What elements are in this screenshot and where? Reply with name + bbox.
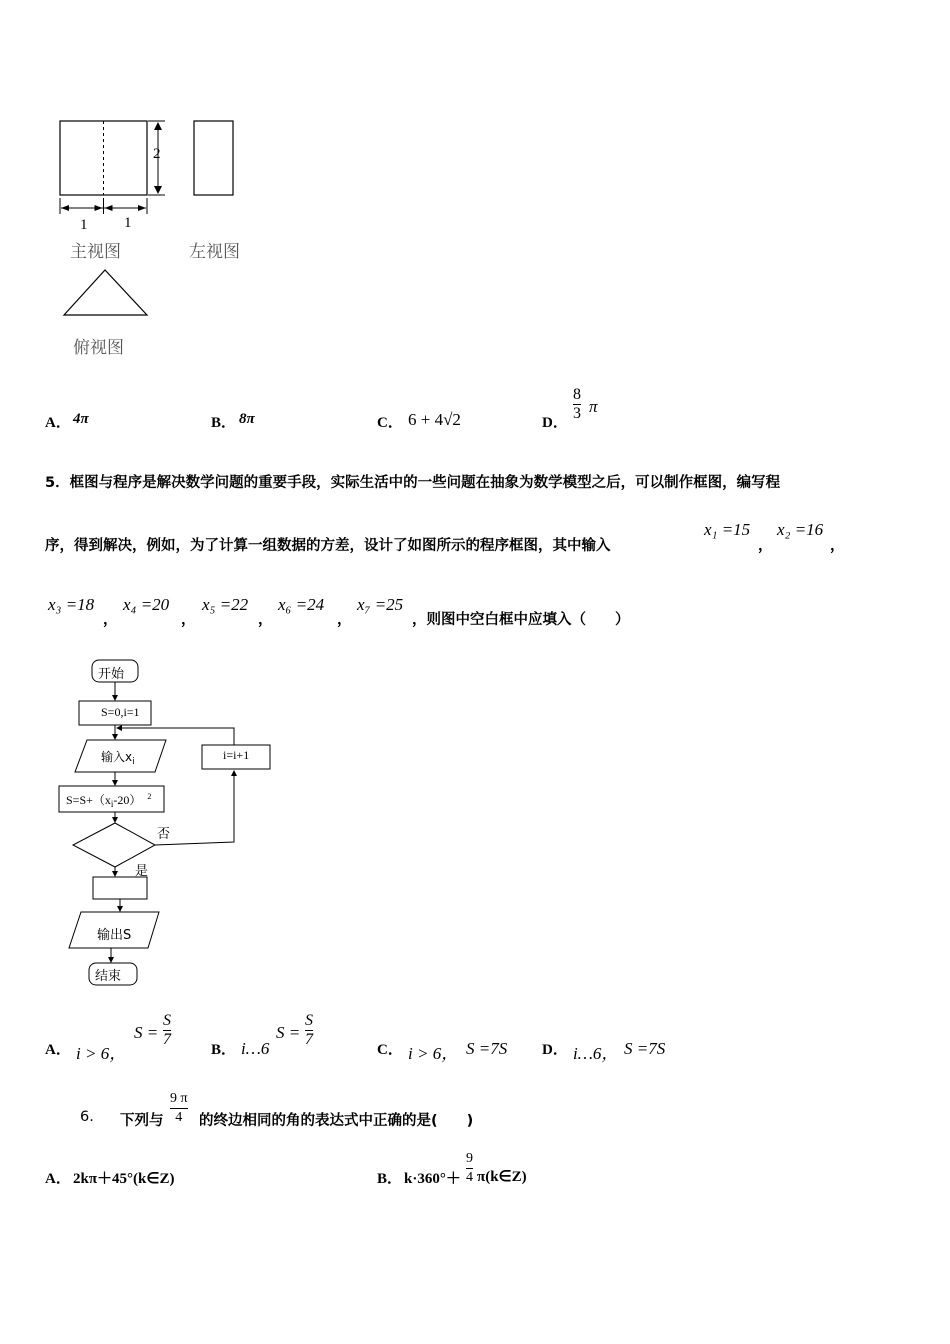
q6-stem-pre: 下列与 bbox=[120, 1113, 164, 1129]
q5-x1: x₁ =15 bbox=[704, 520, 751, 539]
left-view-label: 左视图 bbox=[189, 242, 240, 262]
top-view-label: 俯视图 bbox=[73, 338, 124, 358]
q5-option-b-s: S = bbox=[276, 1023, 301, 1042]
q5-option-a-s: S = bbox=[134, 1023, 159, 1042]
q5-option-d-letter: D． bbox=[542, 1042, 568, 1058]
q4-option-c-value: 6 + 4√2 bbox=[408, 410, 461, 429]
q6-option-a-text: 2kπ＋45°(k∈Z) bbox=[73, 1171, 175, 1187]
q6-option-b-post: π(k∈Z) bbox=[477, 1169, 527, 1185]
flow-yes-label: 是 bbox=[135, 864, 149, 879]
q5-sep-5: ， bbox=[258, 612, 273, 628]
flow-no-label: 否 bbox=[157, 827, 171, 842]
q5-x5: x₅ =22 bbox=[202, 595, 249, 614]
q5-line-1: 5．框图与程序是解决数学问题的重要手段，实际生活中的一些问题在抽象为数学模型之后，可以制作框图，编写程 bbox=[45, 475, 781, 491]
q5-option-b-fraction: S 7 bbox=[305, 1012, 313, 1048]
q4-option-b-value: 8π bbox=[239, 411, 255, 427]
q6-number: 6. bbox=[80, 1109, 94, 1125]
q6-option-a-letter: A． bbox=[45, 1171, 71, 1187]
q6-option-b-pre: k·360°＋ bbox=[404, 1171, 461, 1187]
q5-option-c-s: S =7S bbox=[466, 1039, 508, 1058]
flow-update-label: $S=S+(x_i-20)$ $^2$ bbox=[66, 792, 152, 809]
q4-option-a-value: 4π bbox=[73, 411, 89, 427]
program-flowchart bbox=[55, 650, 285, 990]
q4-option-d-letter: D． bbox=[542, 415, 568, 431]
q4-option-b-letter: B． bbox=[211, 415, 237, 431]
q4-option-a-letter: A． bbox=[45, 415, 71, 431]
width-dimension-label-1: 1 bbox=[80, 217, 88, 233]
main-view-label: 主视图 bbox=[70, 242, 121, 262]
flow-start-label: 开始 bbox=[98, 667, 125, 682]
top-view-triangle bbox=[64, 270, 147, 315]
flow-increment-label: i=i+1 bbox=[223, 748, 250, 762]
q5-x2: x₂ =16 bbox=[777, 520, 824, 539]
q6-option-b-letter: B． bbox=[377, 1171, 403, 1187]
left-view-rect bbox=[194, 121, 233, 195]
q5-option-a-letter: A． bbox=[45, 1042, 71, 1058]
q5-x4: x₄ =20 bbox=[123, 595, 170, 614]
q4-option-d-fraction: 8 3 bbox=[573, 386, 581, 422]
flow-input-label: 输入$x_i$ bbox=[101, 750, 135, 767]
height-dimension-label: 2 bbox=[153, 146, 161, 162]
flow-end-label: 结束 bbox=[95, 969, 122, 984]
q5-option-a-fraction: S 7 bbox=[163, 1012, 171, 1048]
q6-stem-fraction: 9 π 4 bbox=[170, 1091, 188, 1125]
q5-option-a-cond: i > 6， bbox=[76, 1044, 127, 1063]
width-dimension-label-2: 1 bbox=[124, 215, 132, 231]
q5-option-d-cond: i…6， bbox=[573, 1044, 619, 1063]
q5-sep-6: ， bbox=[337, 612, 352, 628]
q5-x6: x₆ =24 bbox=[278, 595, 325, 614]
q6-option-b-fraction: 9 4 bbox=[466, 1151, 473, 1185]
q5-sep-1: ， bbox=[758, 538, 773, 554]
q5-option-b-letter: B． bbox=[211, 1042, 237, 1058]
q5-sep-3: ， bbox=[103, 612, 118, 628]
q5-line-2: 序，得到解决，例如，为了计算一组数据的方差，设计了如图所示的程序框图，其中输入 bbox=[45, 538, 611, 554]
q4-option-d-pi: π bbox=[589, 397, 598, 416]
flow-blank-box bbox=[93, 877, 147, 899]
q6-stem-post: 的终边相同的角的表达式中正确的是( ) bbox=[199, 1113, 474, 1129]
q5-sep-4: ， bbox=[181, 612, 196, 628]
q4-option-c-letter: C． bbox=[377, 415, 403, 431]
q5-x3: x₃ =18 bbox=[48, 595, 95, 614]
q5-x7: x₇ =25 bbox=[357, 595, 404, 614]
q5-option-d-s: S =7S bbox=[624, 1039, 666, 1058]
flow-output-label: 输出S bbox=[97, 928, 132, 943]
q5-sep-2: ， bbox=[830, 538, 845, 554]
q5-line-3-tail: ，则图中空白框中应填入（ ） bbox=[412, 612, 630, 628]
q5-option-b-cond: i…6 bbox=[241, 1039, 270, 1058]
q5-option-c-cond: i > 6， bbox=[408, 1044, 459, 1063]
flow-init-label: S=0,i=1 bbox=[101, 705, 140, 719]
q5-option-c-letter: C． bbox=[377, 1042, 403, 1058]
